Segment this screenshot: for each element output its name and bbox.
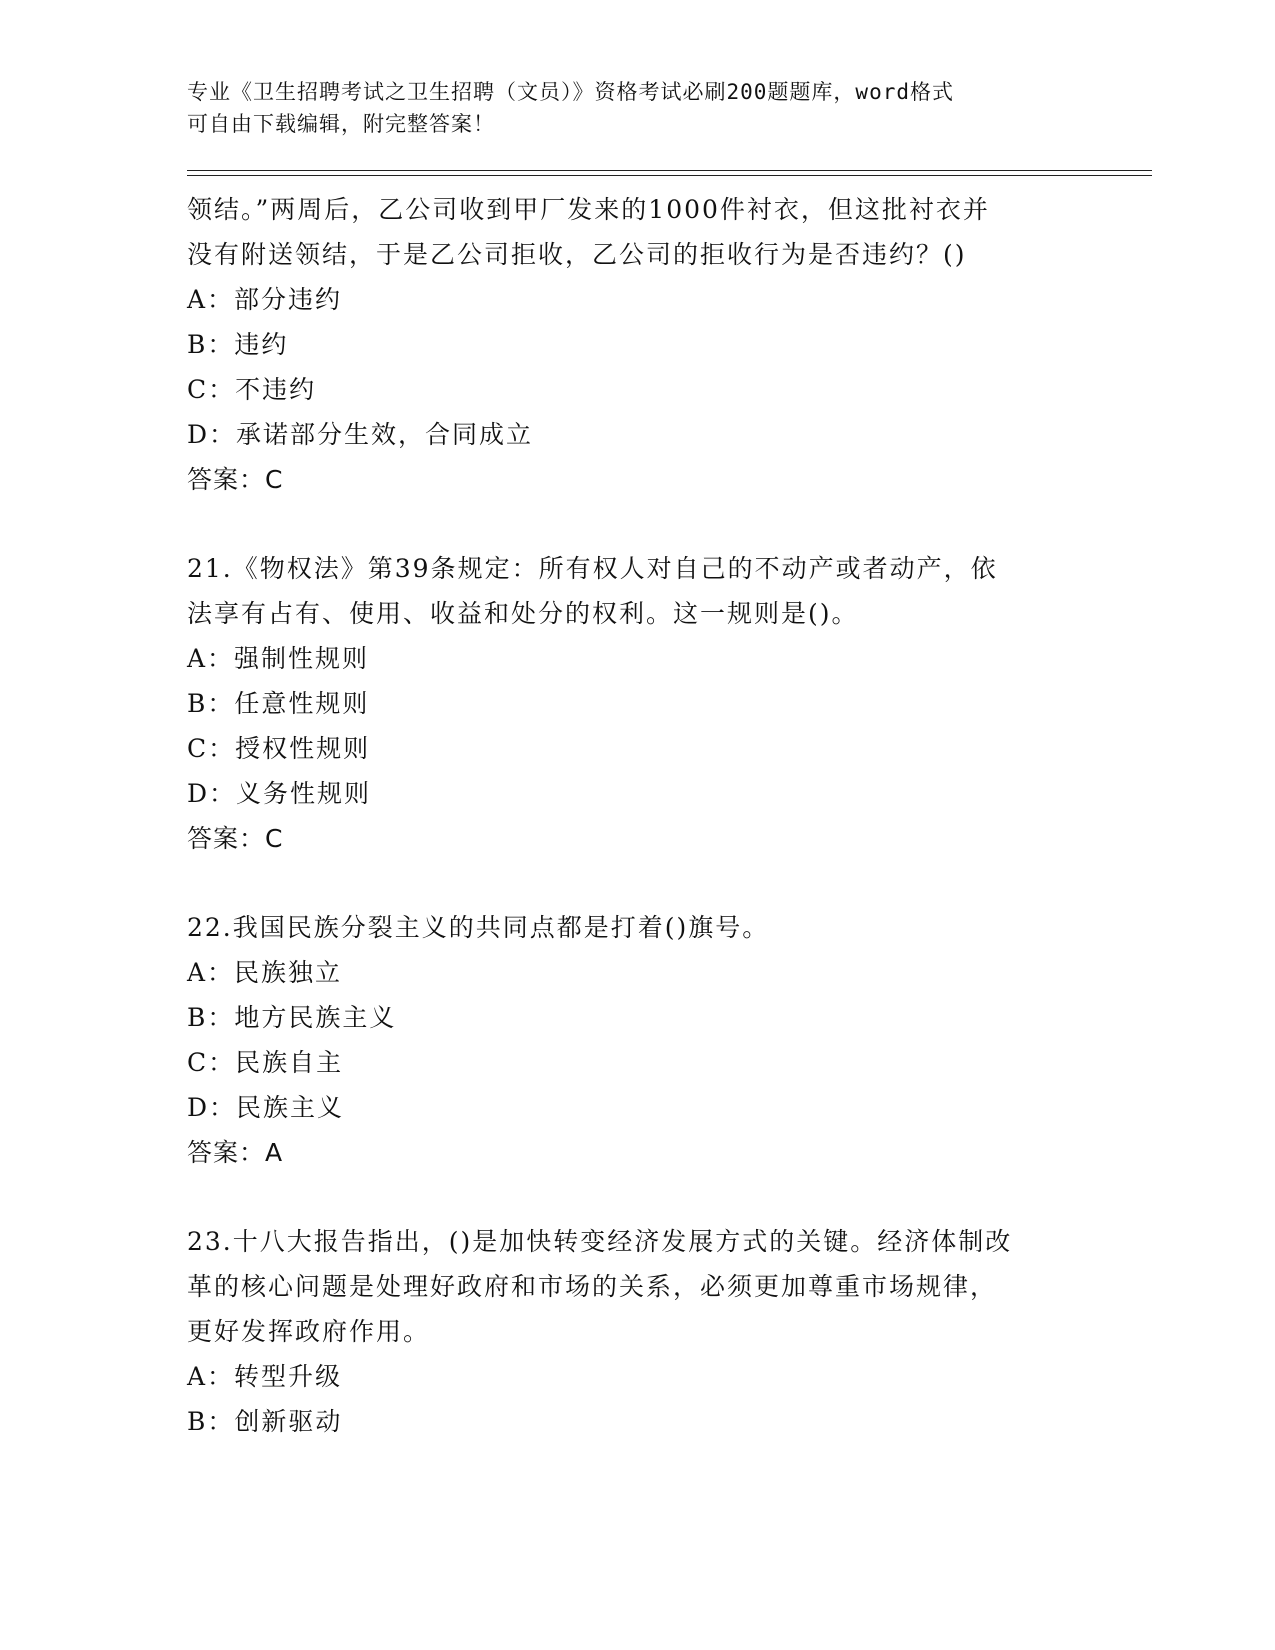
option-a: A：转型升级 bbox=[187, 1362, 343, 1391]
option-d: D：承诺部分生效，合同成立 bbox=[187, 420, 534, 449]
question-20 bbox=[187, 187, 1107, 502]
option-a: A：民族独立 bbox=[187, 958, 343, 987]
question-23 bbox=[187, 1219, 1107, 1444]
option-b: B：违约 bbox=[187, 330, 289, 359]
option-a: A：强制性规则 bbox=[187, 644, 370, 673]
header-title-line2: 可自由下载编辑，附完整答案！ bbox=[187, 112, 495, 136]
header-divider-top bbox=[187, 170, 1152, 171]
option-d: D：义务性规则 bbox=[187, 779, 372, 808]
option-a: A：部分违约 bbox=[187, 285, 343, 314]
option-d: D：民族主义 bbox=[187, 1093, 345, 1122]
option-c: C：民族自主 bbox=[187, 1048, 344, 1077]
question-stem-line: 更好发挥政府作用。 bbox=[187, 1317, 431, 1346]
question-stem-line: 21.《物权法》第39条规定：所有权人对自己的不动产或者动产，依 bbox=[187, 554, 998, 583]
question-stem-line: 没有附送领结，于是乙公司拒收，乙公司的拒收行为是否违约？() bbox=[187, 240, 967, 269]
question-stem-line: 23.十八大报告指出，()是加快转变经济发展方式的关键。经济体制改 bbox=[187, 1227, 1013, 1256]
option-c: C：不违约 bbox=[187, 375, 317, 404]
question-stem-line: 22.我国民族分裂主义的共同点都是打着()旗号。 bbox=[187, 913, 770, 942]
option-b: B：地方民族主义 bbox=[187, 1003, 397, 1032]
option-c: C：授权性规则 bbox=[187, 734, 371, 763]
answer: 答案：C bbox=[187, 465, 284, 494]
document-header bbox=[187, 76, 1087, 140]
question-stem-line: 革的核心问题是处理好政府和市场的关系，必须更加尊重市场规律， bbox=[187, 1272, 998, 1301]
option-b: B：任意性规则 bbox=[187, 689, 370, 718]
question-stem-line: 法享有占有、使用、收益和处分的权利。这一规则是()。 bbox=[187, 599, 859, 628]
answer: 答案：A bbox=[187, 1138, 284, 1167]
option-b: B：创新驱动 bbox=[187, 1407, 343, 1436]
question-22 bbox=[187, 905, 1107, 1175]
question-21 bbox=[187, 546, 1107, 861]
question-list bbox=[187, 187, 1107, 1444]
answer: 答案：C bbox=[187, 824, 284, 853]
header-divider-bottom bbox=[187, 175, 1152, 176]
question-stem-line: 领结。”两周后，乙公司收到甲厂发来的1000件衬衣，但这批衬衣并 bbox=[187, 195, 990, 224]
header-title-line1: 专业《卫生招聘考试之卫生招聘（文员）》资格考试必刷200题题库，word格式 bbox=[187, 80, 954, 104]
